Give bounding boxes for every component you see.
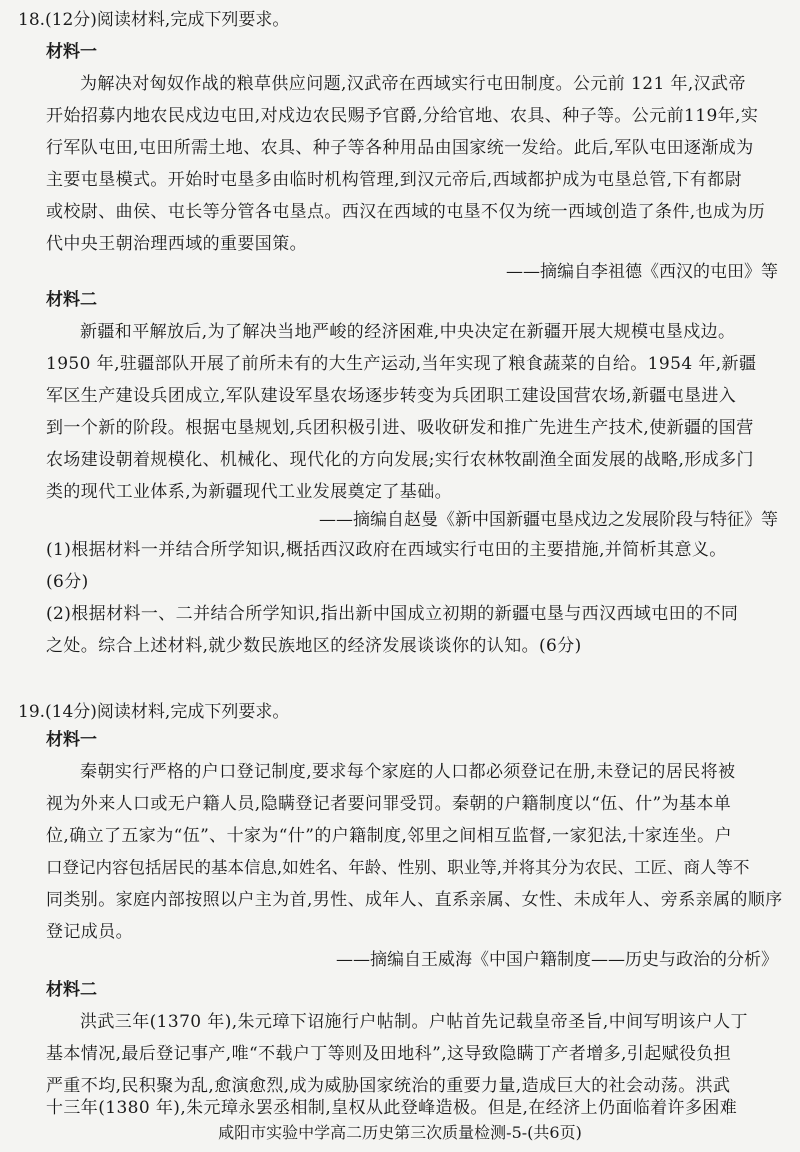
q19-m2-line: 洪武三年(1370 年),朱元璋下诏施行户帖制。户帖首先记载皇帝圣旨,中间写明该户人丁: [80, 1012, 748, 1032]
q19-m1-source: ——摘编自王威海《中国户籍制度——历史与政治的分析》: [336, 950, 778, 970]
question-19-header: 19.(14分)阅读材料,完成下列要求。: [18, 702, 290, 722]
q18-m2-line: 军区生产建设兵团成立,军队建设军垦农场逐步转变为兵团职工建设国营农场,新疆屯垦进入: [46, 386, 737, 406]
q18-m1-line: 主要屯垦模式。开始时屯垦多由临时机构管理,到汉元帝后,西域都护成为屯垦总管,下有都尉: [46, 170, 743, 190]
q18-subquestion-1-score: (6分): [46, 572, 89, 592]
q18-m2-line: 新疆和平解放后,为了解决当地严峻的经济困难,中央决定在新疆开展大规模屯垦戍边。: [80, 322, 736, 342]
q19-m2-line: 十三年(1380 年),朱元璋永罢丞相制,皇权从此登峰造极。但是,在经济上仍面临着许多困难: [46, 1098, 738, 1118]
q19-m1-line: 口登记内容包括居民的基本信息,如姓名、年龄、性别、职业等,并将其分为农民、工匠、商人等不: [46, 858, 750, 877]
q18-material-2-label: 材料二: [46, 290, 97, 310]
q18-m1-line: 代中央王朝治理西域的重要国策。: [46, 234, 307, 254]
q18-subquestion-2: (2)根据材料一、二并结合所学知识,指出新中国成立初期的新疆屯垦与西汉西域屯田的不同: [46, 604, 739, 624]
page-footer: 咸阳市实验中学高二历史第三次质量检测-5-(共6页): [218, 1123, 582, 1142]
q19-material-1-label: 材料一: [46, 730, 97, 750]
q18-material-1-label: 材料一: [46, 42, 97, 62]
question-18-header: 18.(12分)阅读材料,完成下列要求。: [18, 10, 290, 30]
q18-m1-line: 行军队屯田,屯田所需土地、农具、种子等各种用品由国家统一发给。此后,军队屯田逐渐成为: [46, 138, 754, 158]
q18-m2-line: 类的现代工业体系,为新疆现代工业发展奠定了基础。: [46, 482, 453, 502]
q18-m1-line: 或校尉、曲侯、屯长等分管各屯垦点。西汉在西域的屯垦不仅为统一西域创造了条件,也成为历: [46, 202, 766, 222]
q19-m1-line: 同类别。家庭内部按照以户主为首,男性、成年人、直系亲属、女性、未成年人、旁系亲属的顺序: [46, 890, 783, 910]
q18-m1-line: 为解决对匈奴作战的粮草供应问题,汉武帝在西域实行屯田制度。公元前 121 年,汉武帝: [80, 74, 746, 94]
q19-m1-line: 位,确立了五家为“伍”、十家为“什”的户籍制度,邻里之间相互监督,一家犯法,十家连坐。户: [46, 826, 732, 846]
q18-subquestion-2: 之处。综合上述材料,就少数民族地区的经济发展谈谈你的认知。(6分): [46, 636, 582, 656]
q19-m1-line: 登记成员。: [46, 922, 133, 942]
q18-m1-source: ——摘编自李祖德《西汉的屯田》等: [506, 262, 778, 282]
q18-m2-line: 1950 年,驻疆部队开展了前所未有的大生产运动,当年实现了粮食蔬菜的自给。1954 年,新疆: [46, 354, 757, 374]
q19-m1-line: 秦朝实行严格的户口登记制度,要求每个家庭的人口都必须登记在册,未登记的居民将被: [80, 762, 736, 782]
q19-m1-line: 视为外来人口或无户籍人员,隐瞒登记者要问罪受罚。秦朝的户籍制度以“伍、什”为基本单: [46, 794, 732, 814]
q19-material-2-label: 材料二: [46, 980, 97, 1000]
q18-m2-line: 到一个新的阶段。根据屯垦规划,兵团积极引进、吸收研发和推广先进生产技术,使新疆的国营: [46, 418, 754, 438]
q18-m2-line: 农场建设朝着规模化、机械化、现代化的方向发展;实行农林牧副渔全面发展的战略,形成多门: [46, 450, 754, 470]
q18-subquestion-1: (1)根据材料一并结合所学知识,概括西汉政府在西域实行屯田的主要措施,并简析其意义。: [46, 540, 727, 560]
q18-m1-line: 开始招募内地农民戍边屯田,对戍边农民赐予官爵,分给官地、农具、种子等。公元前119年,实: [46, 106, 759, 126]
q19-m2-line: 基本情况,最后登记事产,唯“不载户丁等则及田地科”,这导致隐瞒丁产者增多,引起赋役负担: [46, 1044, 732, 1064]
q18-m2-source: ——摘编自赵曼《新中国新疆屯垦戍边之发展阶段与特征》等: [319, 510, 778, 530]
q19-m2-line: 严重不均,民积聚为乱,愈演愈烈,成为威胁国家统治的重要力量,造成巨大的社会动荡。洪武: [46, 1076, 731, 1096]
